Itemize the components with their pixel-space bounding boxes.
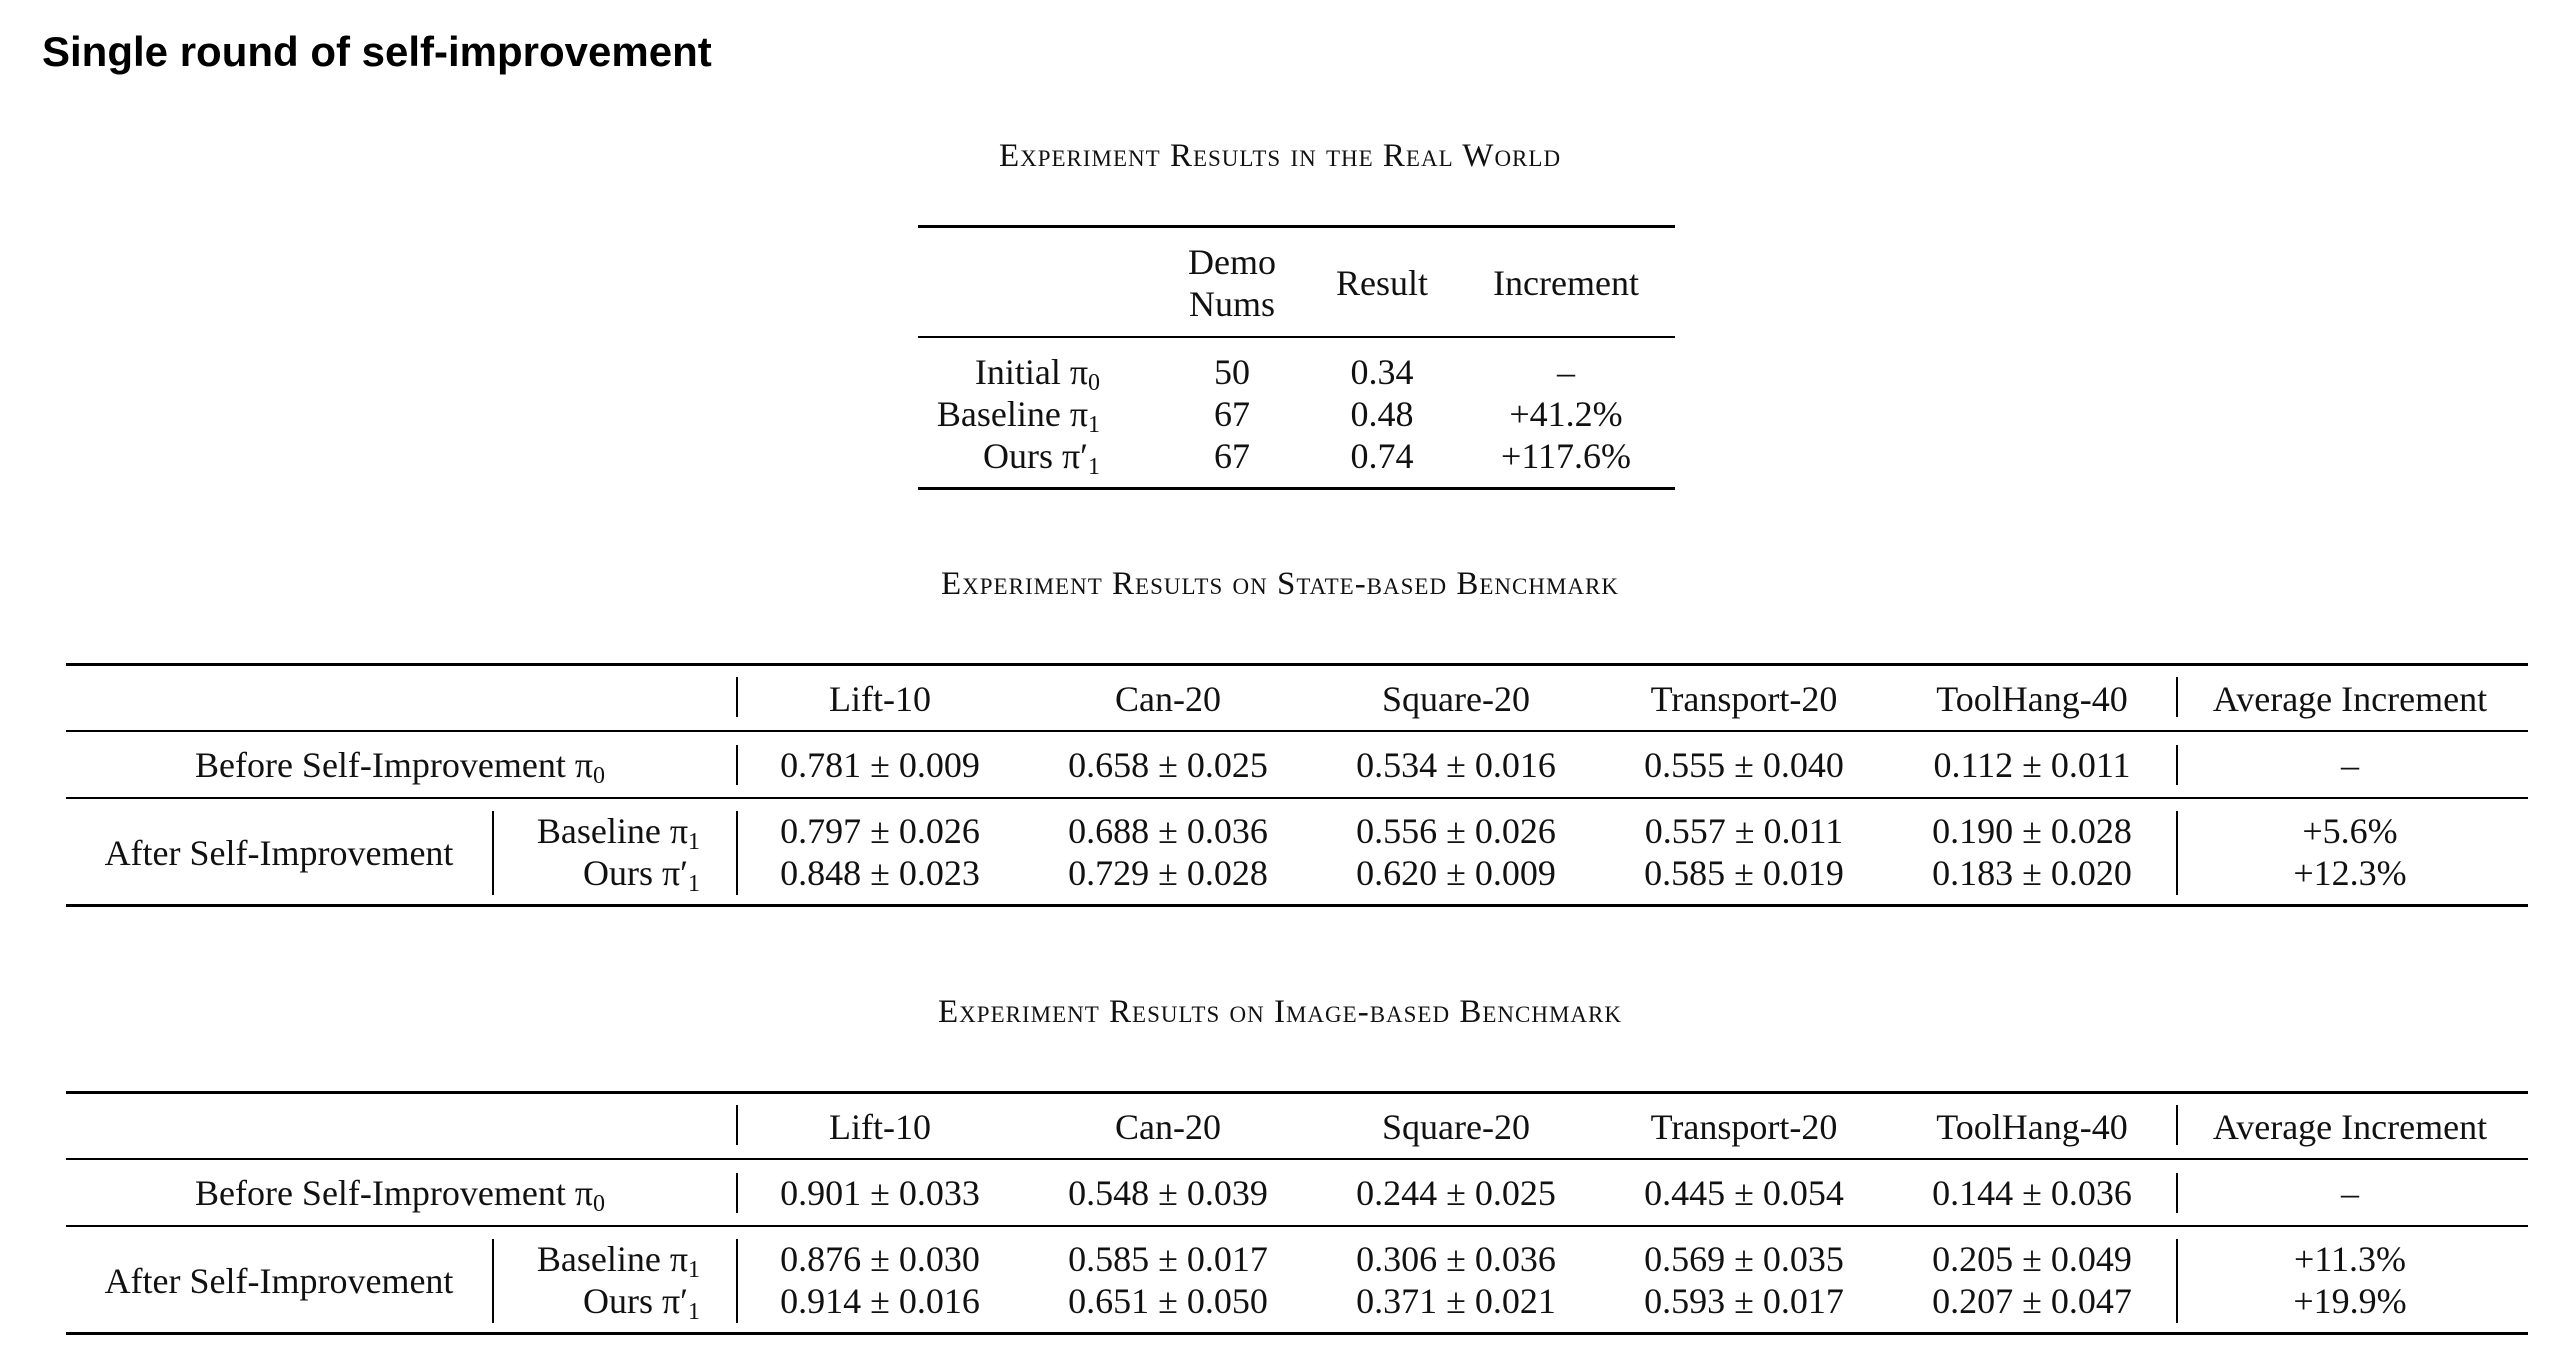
ours-value: 0.620 ± 0.009	[1356, 853, 1556, 893]
rw-row-label-text: Ours π′	[982, 436, 1088, 476]
baseline-value: 0.190 ± 0.028	[1932, 811, 2132, 851]
before-value: 0.548 ± 0.039	[1068, 1173, 1268, 1213]
vbar	[2176, 1173, 2178, 1213]
ours-label-text: Ours π′	[582, 853, 688, 893]
column-header: Transport-20	[1650, 1107, 1838, 1147]
rw-row-label	[975, 354, 1100, 395]
column-header: Can-20	[1115, 679, 1221, 719]
before-value: 0.555 ± 0.040	[1644, 745, 1844, 785]
header-demo-line1: Demo	[1188, 242, 1276, 282]
vbar	[736, 677, 738, 717]
baseline-value: 0.205 ± 0.049	[1932, 1239, 2132, 1279]
column-header: Average Increment	[2212, 1107, 2488, 1147]
column-header: Average Increment	[2212, 679, 2488, 719]
baseline-value: 0.585 ± 0.017	[1068, 1239, 1268, 1279]
ours-increment: +19.9%	[2293, 1281, 2407, 1321]
rw-row-increment: –	[1557, 352, 1575, 392]
bottom-rule	[66, 1332, 2528, 1335]
ours-value: 0.848 ± 0.023	[780, 853, 980, 893]
baseline-label-text: Baseline π	[536, 811, 688, 851]
baseline-label	[537, 813, 700, 854]
ours-value: 0.371 ± 0.021	[1356, 1281, 1556, 1321]
ours-label-text: Ours π′	[582, 1281, 688, 1321]
top-rule	[66, 663, 2528, 666]
ours-value: 0.183 ± 0.020	[1932, 853, 2132, 893]
header-rule	[66, 730, 2528, 732]
vbar	[2176, 1105, 2178, 1145]
rw-row-result: 0.74	[1350, 436, 1414, 476]
vbar	[492, 811, 494, 895]
before-label-subscript: 0	[593, 763, 606, 789]
before-value: 0.144 ± 0.036	[1932, 1173, 2132, 1213]
baseline-value: 0.876 ± 0.030	[780, 1239, 980, 1279]
top-rule	[918, 225, 1675, 228]
rw-row-result: 0.34	[1350, 352, 1414, 392]
baseline-value: 0.557 ± 0.011	[1644, 811, 1844, 851]
before-label	[195, 1175, 605, 1216]
before-value: 0.658 ± 0.025	[1068, 745, 1268, 785]
vbar	[736, 1239, 738, 1323]
rw-row-increment: +117.6%	[1501, 436, 1631, 476]
before-value: 0.244 ± 0.025	[1356, 1173, 1556, 1213]
before-label-subscript: 0	[593, 1191, 606, 1217]
before-value: 0.445 ± 0.054	[1644, 1173, 1844, 1213]
column-header: Can-20	[1115, 1107, 1221, 1147]
rw-row-label	[937, 396, 1100, 437]
vbar	[2176, 677, 2178, 717]
column-header: ToolHang-40	[1936, 1107, 2128, 1147]
header-increment: Increment	[1493, 263, 1639, 303]
rw-row-label-text: Initial π	[974, 352, 1088, 392]
vbar	[492, 1239, 494, 1323]
baseline-label-subscript: 1	[688, 1257, 700, 1283]
image_bench-caption: Experiment Results on Image-based Benchmark	[938, 994, 1622, 1030]
vbar	[2176, 745, 2178, 785]
baseline-label-subscript: 1	[688, 829, 700, 855]
section-rule	[66, 1225, 2528, 1227]
header-demo-line2: Nums	[1188, 284, 1276, 324]
vbar	[736, 1105, 738, 1145]
rw-row-label-subscript: 1	[1088, 454, 1100, 480]
slide-title: Single round of self-improvement	[42, 28, 712, 75]
baseline-value: 0.688 ± 0.036	[1068, 811, 1268, 851]
before-increment: –	[2341, 745, 2359, 785]
ours-value: 0.207 ± 0.047	[1932, 1281, 2132, 1321]
before-label-text: Before Self-Improvement π	[194, 745, 594, 785]
baseline-increment: +5.6%	[2302, 811, 2398, 851]
baseline-value: 0.797 ± 0.026	[780, 811, 980, 851]
bottom-rule	[66, 904, 2528, 907]
header-result: Result	[1335, 263, 1429, 303]
vbar	[736, 811, 738, 895]
section-rule	[66, 797, 2528, 799]
top-rule	[66, 1091, 2528, 1094]
column-header: Lift-10	[829, 679, 931, 719]
baseline-label	[537, 1241, 700, 1282]
ours-value: 0.729 ± 0.028	[1068, 853, 1268, 893]
bottom-rule	[918, 487, 1675, 490]
baseline-value: 0.569 ± 0.035	[1644, 1239, 1844, 1279]
rw-row-label-text: Baseline π	[936, 394, 1088, 434]
ours-increment: +12.3%	[2293, 853, 2407, 893]
baseline-label-text: Baseline π	[536, 1239, 688, 1279]
rw-row-demo: 50	[1214, 352, 1250, 392]
ours-value: 0.914 ± 0.016	[780, 1281, 980, 1321]
rw-row-label-subscript: 1	[1088, 412, 1100, 438]
baseline-increment: +11.3%	[2294, 1239, 2406, 1279]
column-header: Square-20	[1382, 1107, 1530, 1147]
state_bench-caption: Experiment Results on State-based Benchmark	[941, 566, 1619, 602]
ours-label-subscript: 1	[688, 1299, 700, 1325]
rw-row-result: 0.48	[1350, 394, 1414, 434]
ours-label	[583, 1283, 700, 1324]
rw-row-demo: 67	[1214, 394, 1250, 434]
header-rule	[66, 1158, 2528, 1160]
rw-row-increment: +41.2%	[1509, 394, 1623, 434]
before-value: 0.901 ± 0.033	[780, 1173, 980, 1213]
vbar	[736, 1173, 738, 1213]
column-header: ToolHang-40	[1936, 679, 2128, 719]
before-value: 0.781 ± 0.009	[780, 745, 980, 785]
column-header: Square-20	[1382, 679, 1530, 719]
mid-rule	[918, 336, 1675, 338]
column-header: Transport-20	[1650, 679, 1838, 719]
vbar	[2176, 1239, 2178, 1323]
after-label: After Self-Improvement	[104, 1261, 454, 1301]
baseline-value: 0.306 ± 0.036	[1356, 1239, 1556, 1279]
ours-value: 0.651 ± 0.050	[1068, 1281, 1268, 1321]
rw-row-demo: 67	[1214, 436, 1250, 476]
before-increment: –	[2341, 1173, 2359, 1213]
ours-label-subscript: 1	[688, 871, 700, 897]
before-label-text: Before Self-Improvement π	[194, 1173, 594, 1213]
ours-label	[583, 855, 700, 896]
rw-row-label	[983, 438, 1100, 479]
vbar	[2176, 811, 2178, 895]
before-label	[195, 747, 605, 788]
ours-value: 0.585 ± 0.019	[1644, 853, 1844, 893]
ours-value: 0.593 ± 0.017	[1644, 1281, 1844, 1321]
vbar	[736, 745, 738, 785]
before-value: 0.534 ± 0.016	[1356, 745, 1556, 785]
after-label: After Self-Improvement	[104, 833, 454, 873]
column-header: Lift-10	[829, 1107, 931, 1147]
before-value: 0.112 ± 0.011	[1933, 745, 2131, 785]
real-world-caption: Experiment Results in the Real World	[998, 138, 1562, 174]
rw-row-label-subscript: 0	[1088, 370, 1100, 396]
baseline-value: 0.556 ± 0.026	[1356, 811, 1556, 851]
